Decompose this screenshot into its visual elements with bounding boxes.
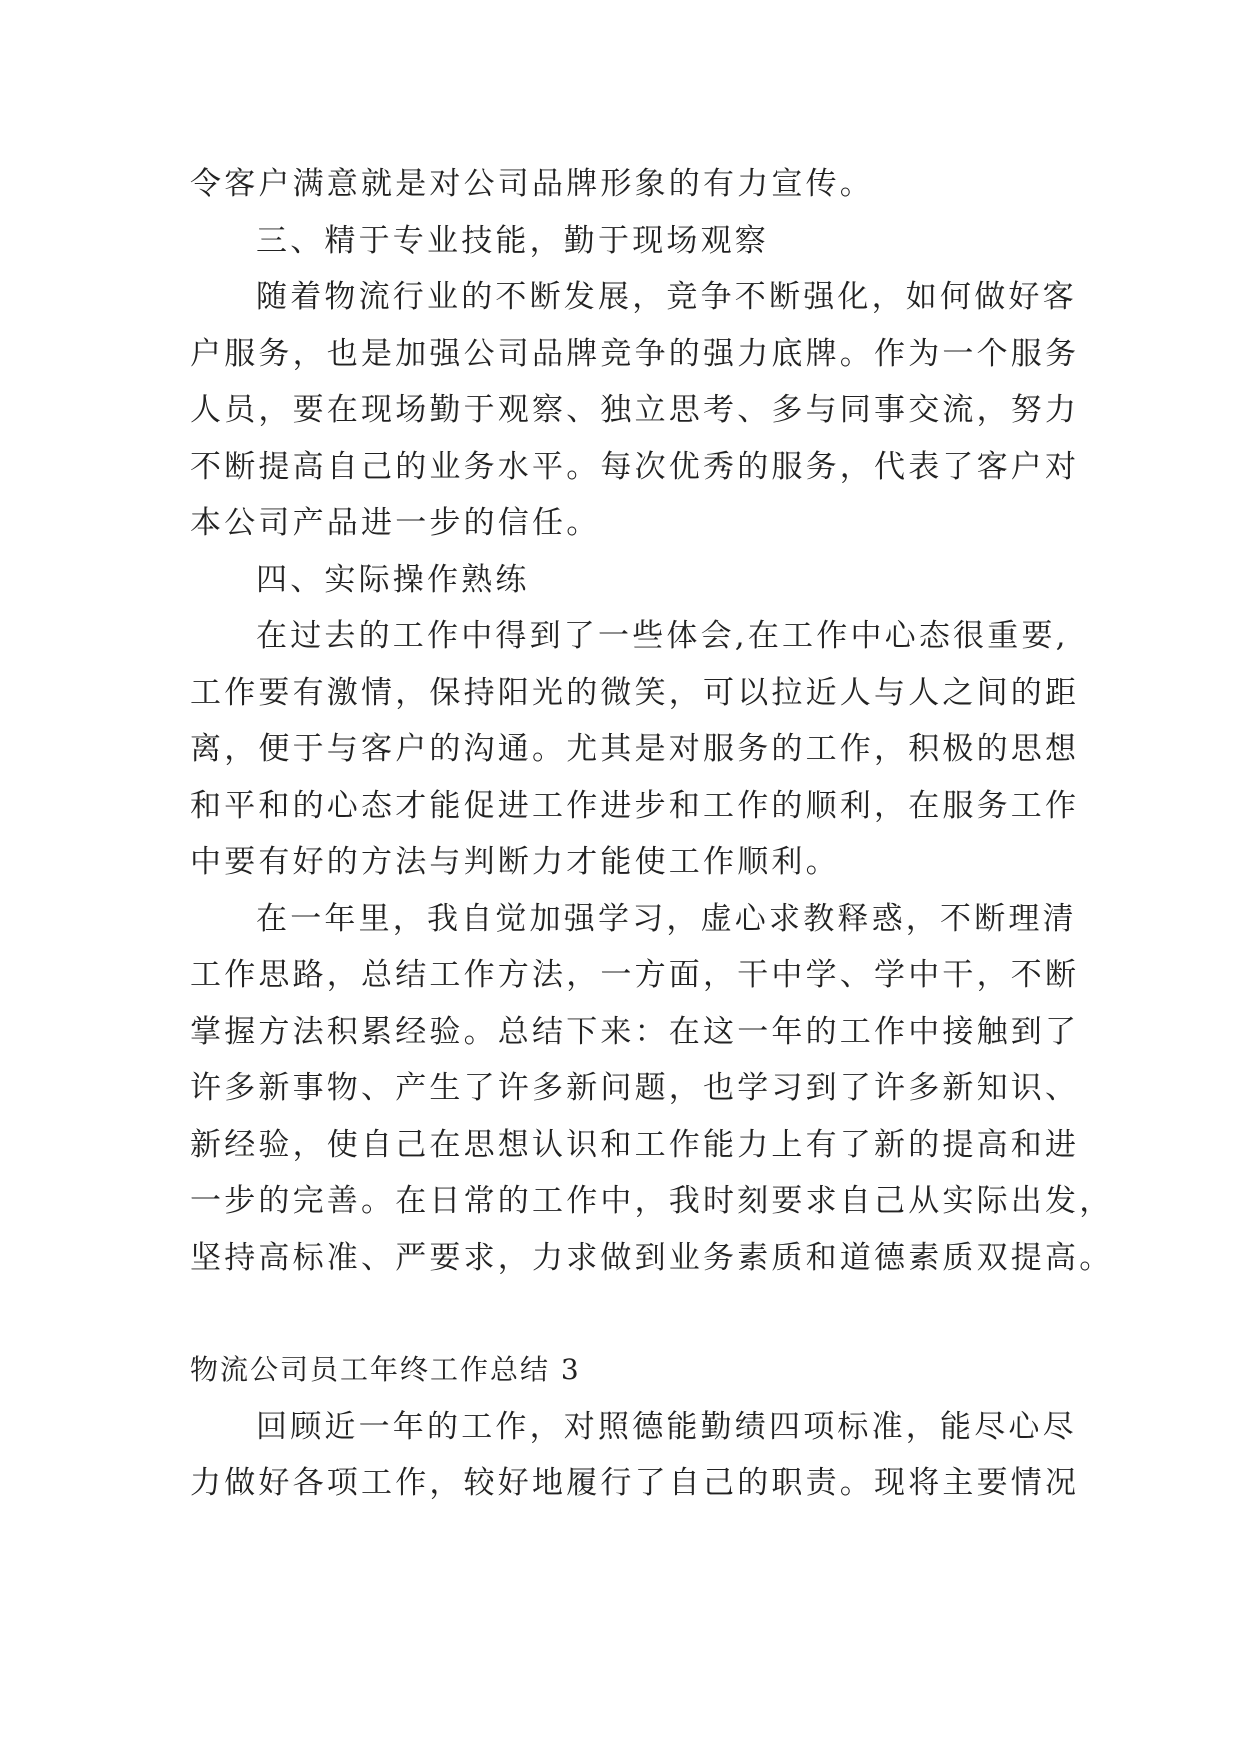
paragraph-review — [190, 1399, 1080, 1512]
text-line: 中要有好的方法与判断力才能使工作顺利。 — [190, 844, 840, 880]
text-line: 不断提高自己的业务水平。每次优秀的服务，代表了客户对 — [190, 448, 1080, 485]
section-spacer — [190, 1286, 1070, 1342]
text-line: 在过去的工作中得到了一些体会,在工作中心态很重要, — [256, 618, 1069, 654]
text-line: 令客户满意就是对公司品牌形象的有力宣传。 — [190, 166, 874, 202]
paragraph-section-3 — [190, 269, 1080, 552]
paragraph-section-4 — [190, 608, 1080, 891]
text-line: 许多新事物、产生了许多新问题，也学习到了许多新知识、 — [190, 1070, 1080, 1106]
heading-section-3: 三、精于专业技能，勤于现场观察 — [256, 222, 769, 259]
text-line: 工作要有激情，保持阳光的微笑，可以拉近人与人之间的距 — [190, 674, 1080, 711]
text-line: 坚持高标准、严要求，力求做到业务素质和道德素质双提高。 — [190, 1239, 1114, 1276]
text-line: 和平和的心态才能促进工作进步和工作的顺利，在服务工作 — [190, 787, 1080, 824]
paragraph-year-summary — [190, 891, 1114, 1287]
heading-section-4: 四、实际操作熟练 — [256, 561, 530, 598]
text-line: 新经验，使自己在思想认识和工作能力上有了新的提高和进 — [190, 1126, 1080, 1163]
text-line: 力做好各项工作，较好地履行了自己的职责。现将主要情况 — [190, 1465, 1080, 1501]
text-line: 回顾近一年的工作，对照德能勤绩四项标准，能尽心尽 — [256, 1408, 1077, 1445]
text-line: 在一年里，我自觉加强学习，虚心求教释惑，不断理清 — [256, 900, 1077, 937]
section-title: 物流公司员工年终工作总结 3 — [190, 1353, 581, 1386]
document-body — [190, 156, 1114, 1512]
text-line: 离，便于与客户的沟通。尤其是对服务的工作，积极的思想 — [190, 731, 1080, 767]
text-line: 工作思路，总结工作方法，一方面，干中学、学中干，不断 — [190, 957, 1080, 993]
text-line: 掌握方法积累经验。总结下来：在这一年的工作中接触到了 — [190, 1013, 1080, 1050]
text-line: 人员，要在现场勤于观察、独立思考、多与同事交流，努力 — [190, 392, 1080, 428]
paragraph-continued — [190, 156, 1070, 213]
text-line: 户服务，也是加强公司品牌竞争的强力底牌。作为一个服务 — [190, 335, 1080, 372]
text-line: 随着物流行业的不断发展，竞争不断强化，如何做好客 — [256, 279, 1077, 315]
text-line: 一步的完善。在日常的工作中，我时刻要求自己从实际出发， — [190, 1183, 1114, 1219]
text-line: 本公司产品进一步的信任。 — [190, 505, 601, 541]
